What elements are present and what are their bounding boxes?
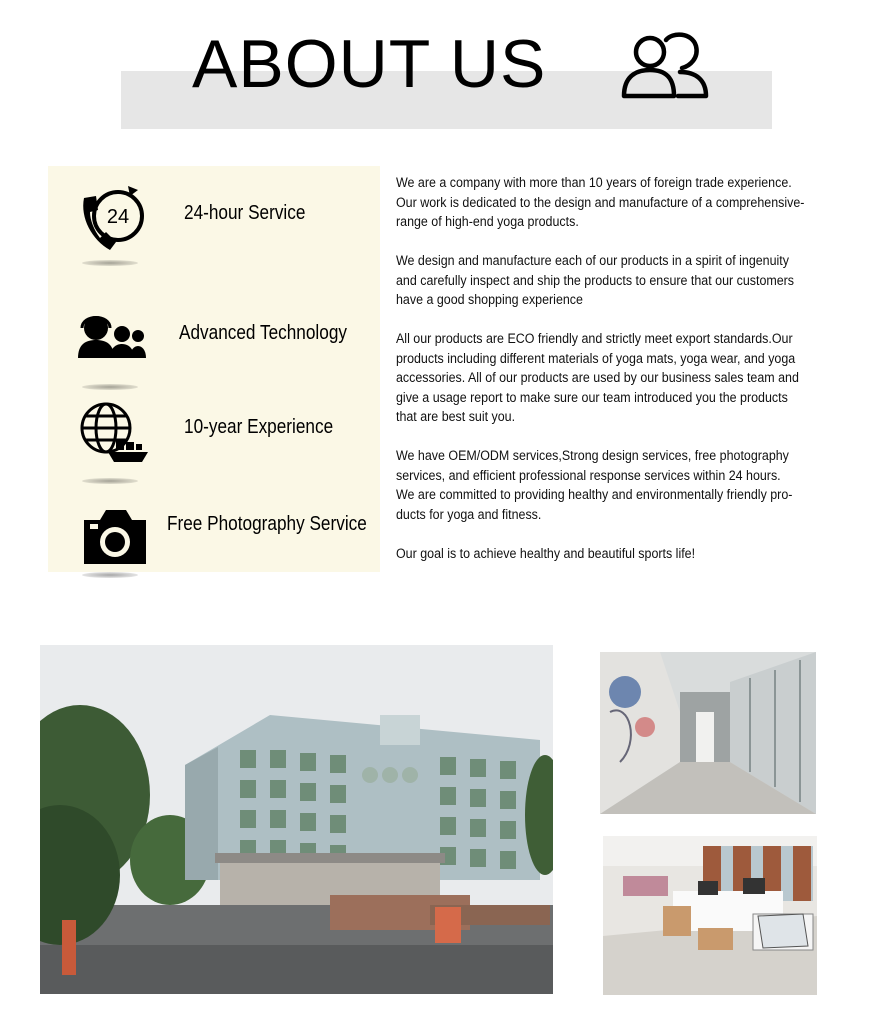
factory-building-photo (40, 645, 553, 994)
description-paragraph: We are a company with more than 10 years of foreign trade experience. Our work is dedicated to the design and manufacture of a comprehensive- range of high-end yoga products. (396, 175, 805, 229)
feature-24-hour-service (48, 176, 380, 266)
feature-free-photography-service (48, 488, 380, 578)
description-paragraph: We design and manufacture each of our products in a spirit of ingenuity and carefully inspect and ship the products to ensure that our customers have a good shopping experience (396, 253, 795, 307)
feature-label: Free Photography Service (167, 513, 367, 535)
icon-shadow (82, 572, 138, 578)
icon-shadow (82, 384, 138, 390)
about-description (396, 173, 866, 583)
feature-label: Advanced Technology (179, 322, 347, 344)
feature-advanced-technology (48, 300, 380, 390)
icon-shadow (82, 478, 138, 484)
description-paragraph: Our goal is to achieve healthy and beautiful sports life! (396, 545, 696, 561)
description-paragraph: All our products are ECO friendly and strictly meet export standards.Our products including different materials of yoga mats, yoga wear, and yoga accessories. All of our products are used by our business sales team and give a usage report to make sure our team introduced you the products that are best suit you. (396, 331, 799, 424)
features-panel (48, 166, 380, 572)
camera-icon (78, 502, 154, 578)
description-paragraph: We have OEM/ODM services,Strong design services, free photography services, and efficient professional response services within 24 hours. We are committed to providing healthy and environmentally friendly pro- ducts for yoga and fitness. (396, 448, 793, 522)
icon-shadow (82, 260, 138, 266)
office-photo (603, 836, 817, 995)
hallway-photo (600, 652, 816, 814)
users-icon (620, 28, 710, 102)
feature-label: 24-hour Service (184, 202, 306, 224)
globe-ship-icon (74, 396, 150, 472)
support-team-icon (74, 302, 150, 378)
feature-10-year-experience (48, 394, 380, 484)
feature-label: 10-year Experience (184, 416, 334, 438)
phone-24-badge: 24 (106, 206, 130, 228)
phone-24-icon (76, 178, 152, 254)
page-title: ABOUT US (192, 26, 547, 102)
